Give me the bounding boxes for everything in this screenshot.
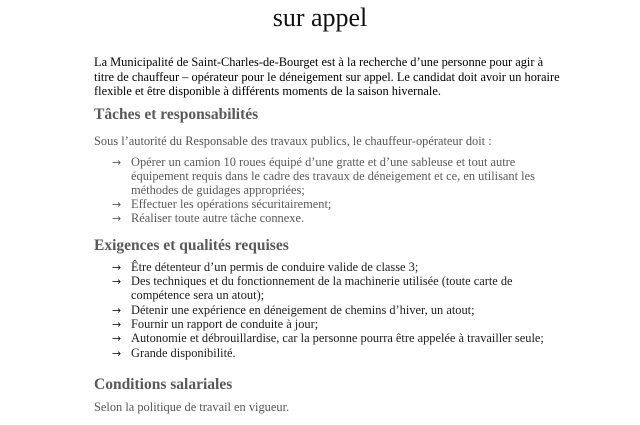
right-arrow-icon: → <box>112 212 122 226</box>
right-arrow-icon: → <box>112 261 122 274</box>
right-arrow-icon: → <box>112 303 122 317</box>
list-item: → Réaliser toute autre tâche connexe. <box>112 211 305 226</box>
section-heading-requirements: Exigences et qualités requises <box>94 237 289 254</box>
intro-paragraph: La Municipalité de Saint-Charles-de-Bourget est à la recherche d’une personne pour agir à titre de chauffeur – opérateur pour le déneigement sur appel. Le candidat doit avoir un horaire flexible et être disponible à différents moments de la saison hivernale. <box>94 55 560 98</box>
section-heading-tasks: Tâches et responsabilités <box>94 106 259 123</box>
right-arrow-icon: → <box>112 156 122 169</box>
right-arrow-icon: → <box>112 317 122 331</box>
salary-text: Selon la politique de travail en vigueur. <box>94 400 290 414</box>
list-item: → Effectuer les opérations sécuritairement; <box>112 196 332 211</box>
tasks-list <box>112 156 572 227</box>
list-item: → Détenir une expérience en déneigement de chemins d’hiver, un atout; <box>112 302 475 317</box>
section-heading-salary: Conditions salariales <box>94 376 233 393</box>
right-arrow-icon: → <box>112 275 122 289</box>
right-arrow-icon: → <box>112 332 122 346</box>
list-item: → Grande disponibilité. <box>112 345 236 360</box>
tasks-intro-text: Sous l’autorité du Responsable des travaux publics, le chauffeur-opérateur doit : <box>94 134 492 148</box>
list-item: → Autonomie et débrouillardise, car la personne pourra être appelée à travailler seule; <box>112 331 544 346</box>
requirements-list <box>112 261 572 361</box>
list-item: → Des techniques et du fonctionnement de la machinerie utilisée (toute carte de compétence sera un atout); <box>112 274 513 303</box>
right-arrow-icon: → <box>112 197 122 211</box>
page-title: sur appel <box>272 3 368 32</box>
list-item: → Fournir un rapport de conduite à jour; <box>112 316 319 331</box>
list-item: → Opérer un camion 10 roues équipé d’une gratte et d’une sableuse et tout autre équipement requis dans le cadre des travaux de déneigement et ce, en utilisant les méthodes de guidages appropriées; <box>112 155 535 197</box>
list-item: → Être détenteur d’un permis de conduire valide de classe 3; <box>112 260 419 274</box>
right-arrow-icon: → <box>112 346 122 360</box>
